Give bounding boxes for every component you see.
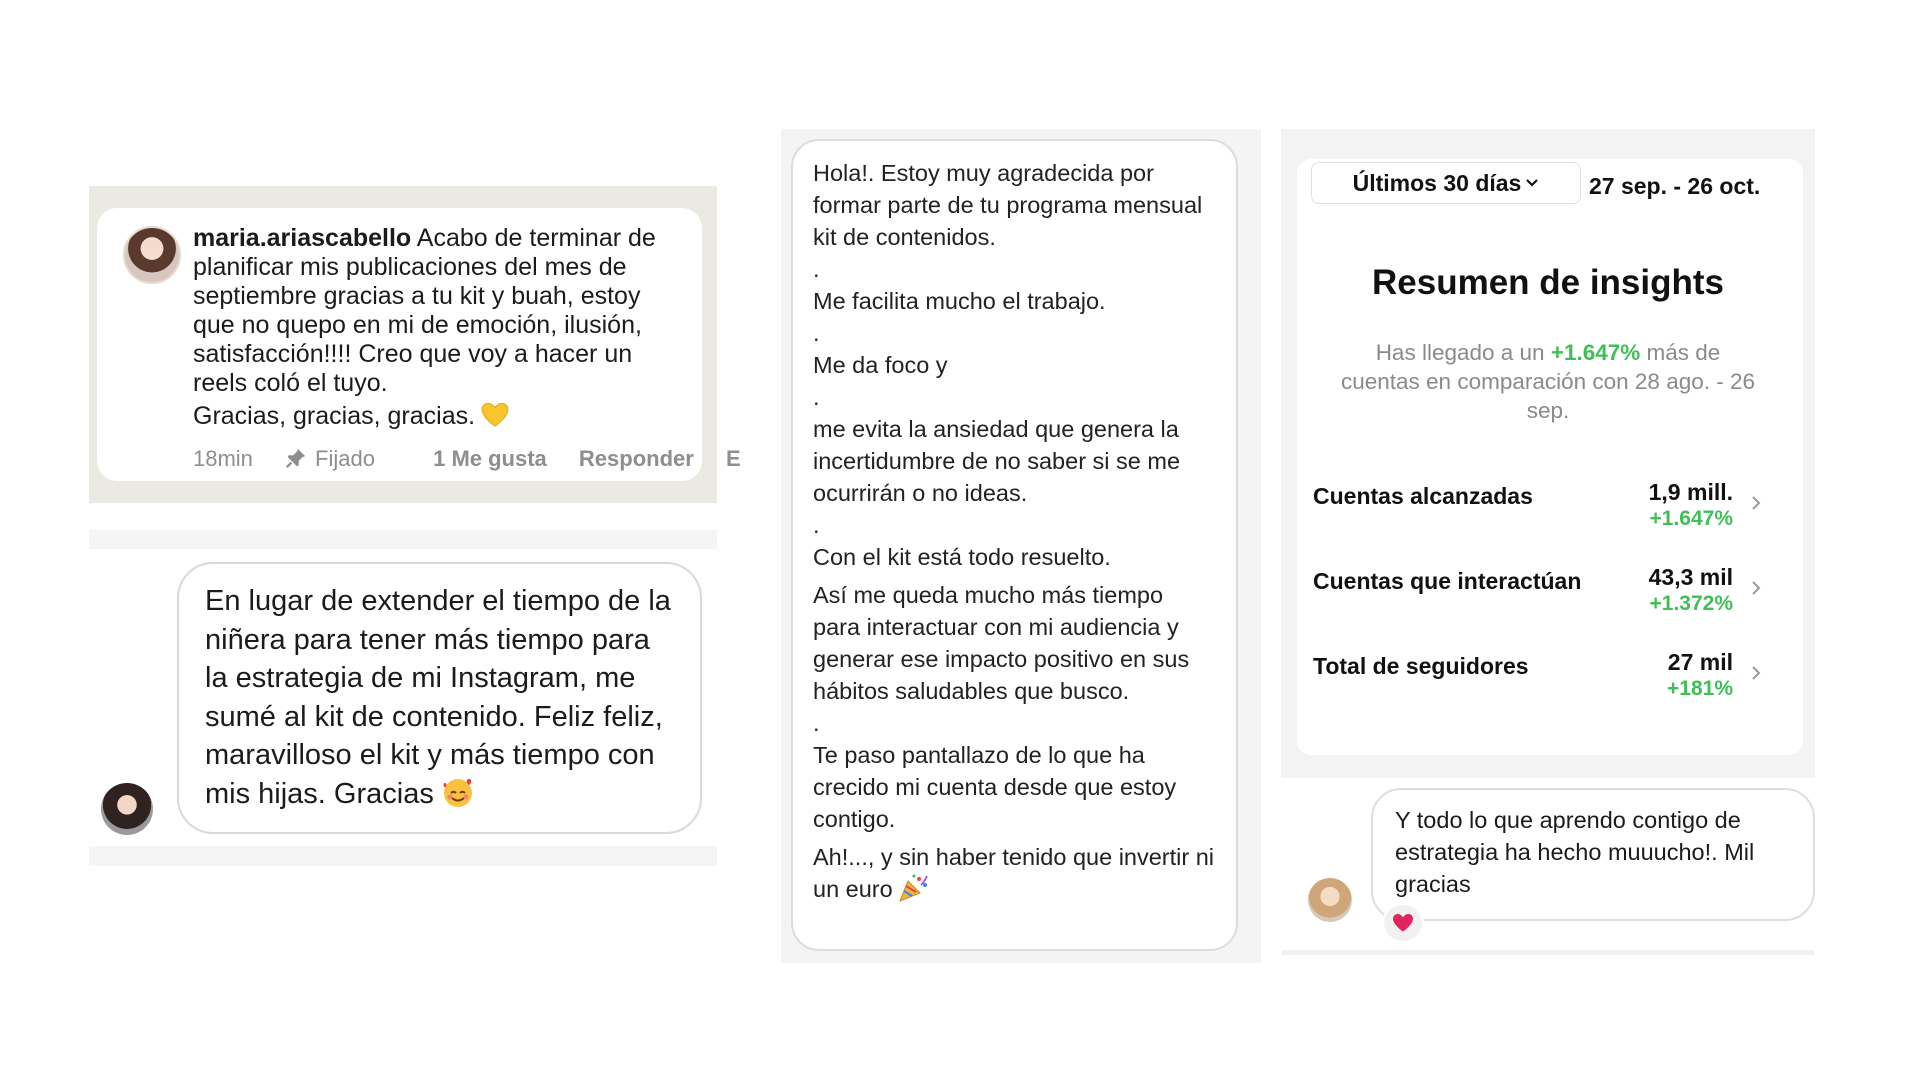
row-value: 43,3 mil: [1648, 564, 1733, 590]
message-area: [1281, 778, 1815, 950]
summary-text-before: Has llegado a un: [1375, 340, 1551, 365]
date-range-label: Últimos 30 días: [1352, 170, 1522, 196]
reply-button[interactable]: Responder: [578, 446, 694, 471]
comment-username[interactable]: maria.ariascabello: [193, 224, 412, 252]
summary-text-after: más de cuentas en comparación con 28 ago. - 26 sep.: [1340, 340, 1756, 423]
message-panel-final: [1281, 778, 1815, 955]
insights-row-reached[interactable]: [1313, 475, 1773, 535]
party-popper-icon: [897, 873, 929, 903]
row-label: Total de seguidores: [1313, 653, 1529, 679]
cut-off-action[interactable]: E: [725, 446, 741, 471]
date-range-text: 27 sep. - 26 oct.: [1589, 173, 1761, 199]
message-panel-long: [781, 129, 1261, 963]
message-separator: .: [813, 512, 820, 538]
pinned-label: [285, 446, 401, 471]
message-paragraph: Hola!. Estoy muy agradecida por formar parte de tu programa mensual kit de contenidos.: [813, 160, 1203, 250]
comment-thanks-line: [193, 402, 688, 431]
message-paragraph: Te paso pantallazo de lo que ha crecido mi cuenta desde que estoy contigo.: [813, 742, 1177, 832]
row-change: +181%: [1667, 677, 1733, 700]
message-paragraph: Así me queda mucho más tiempo para interactuar con mi audiencia y generar ese impacto positivo en sus hábitos saludables que busco.: [813, 582, 1190, 704]
date-range-dropdown[interactable]: [1311, 162, 1581, 204]
comment-thanks: Gracias, gracias, gracias.: [193, 402, 476, 430]
message-separator: .: [813, 710, 820, 736]
message-paragraph: Me facilita mucho el trabajo.: [813, 288, 1106, 314]
comment-card: [97, 208, 741, 481]
chevron-down-icon: [1525, 178, 1539, 188]
pinned-text: Fijado: [315, 446, 375, 471]
message-bubble: [791, 139, 1238, 951]
row-label: Cuentas alcanzadas: [1313, 483, 1533, 509]
chevron-right-icon: [1749, 493, 1763, 513]
insights-title: Resumen de insights: [1371, 263, 1725, 302]
row-value: 1,9 mill.: [1648, 479, 1733, 505]
comment-text: Acabo de terminar de planificar mis publicaciones del mes de septiembre gracias a tu kit y buah, estoy que no quepo en mi de emoción, ilusión, satisfacción!!!! Creo que voy a hacer un reels coló el tuyo.: [193, 224, 656, 397]
likes-count[interactable]: 1 Me gusta: [433, 446, 547, 471]
insights-panel: [1281, 129, 1815, 779]
message-paragraph: Ah!..., y sin haber tenido que invertir ni un euro: [813, 844, 1215, 902]
row-value: 27 mil: [1667, 649, 1733, 675]
row-change: +1.647%: [1649, 507, 1733, 530]
pin-icon: [285, 447, 307, 469]
insights-row-followers[interactable]: [1313, 645, 1773, 705]
row-change: +1.372%: [1649, 592, 1733, 615]
insights-row-engaged[interactable]: [1313, 560, 1773, 620]
message-panel-nanny: [89, 530, 717, 866]
message-paragraph: Me da foco y: [813, 352, 948, 378]
message-area: [89, 549, 717, 846]
message-last-line: [813, 841, 1216, 905]
message-reaction[interactable]: [1382, 903, 1424, 943]
message-text: Y todo lo que aprendo contigo de estrategia ha hecho muuucho!. Mil gracias: [1395, 807, 1755, 897]
comment-panel: [89, 186, 741, 503]
yellow-heart-icon: [481, 402, 509, 428]
avatar[interactable]: [123, 226, 181, 284]
row-label: Cuentas que interactúan: [1313, 568, 1582, 594]
comment-meta: [193, 446, 767, 472]
message-bubble: [177, 562, 702, 834]
summary-highlight: +1.647%: [1550, 340, 1641, 365]
avatar[interactable]: [101, 783, 153, 835]
chevron-right-icon: [1749, 578, 1763, 598]
message-bubble: [1371, 788, 1815, 921]
avatar[interactable]: [1308, 878, 1352, 922]
insights-summary: [1336, 338, 1760, 425]
message-separator: .: [813, 384, 820, 410]
chevron-right-icon: [1749, 663, 1763, 683]
smiling-face-with-hearts-icon: [440, 775, 476, 809]
message-paragraph: me evita la ansiedad que genera la incertidumbre de no saber si se me ocurrirán o no ideas.: [813, 416, 1181, 506]
comment-time: 18min: [193, 446, 253, 471]
red-heart-icon: [1392, 913, 1414, 933]
message-text: En lugar de extender el tiempo de la niñera para tener más tiempo para la estrategia de mi Instagram, me sumé al kit de contenido. Feliz feliz, maravilloso el kit y más tiempo con mis hijas. Gracias: [205, 585, 671, 810]
message-separator: .: [813, 320, 820, 346]
message-separator: .: [813, 256, 820, 282]
message-paragraph: Con el kit está todo resuelto.: [813, 544, 1111, 570]
comment-body: [193, 224, 688, 431]
